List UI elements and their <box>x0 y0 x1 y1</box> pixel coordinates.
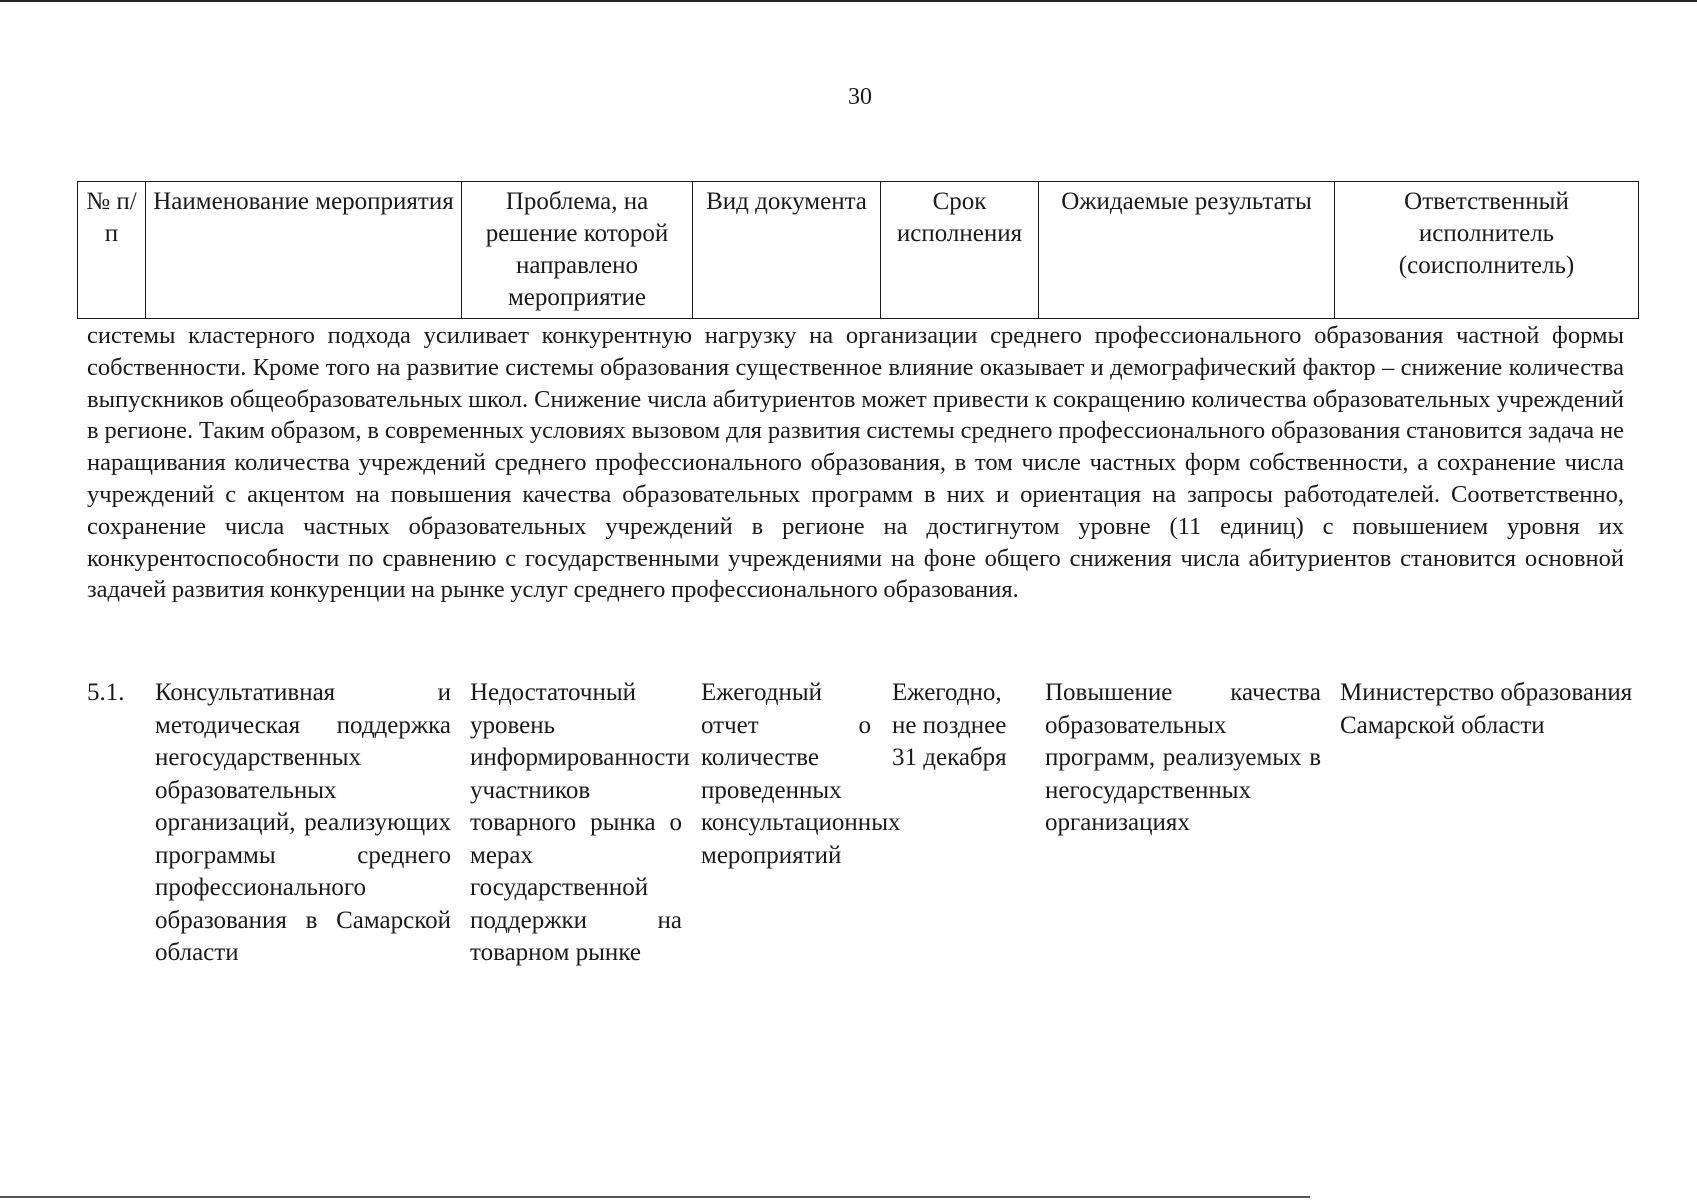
scan-edge-bottom <box>0 1196 1310 1198</box>
body-paragraph: системы кластерного подхода усиливает конкурентную нагрузку на организации среднего профессионального образования частной формы собственности. Кроме того на развитие системы образования существенное влияние оказывает и демографический фактор – снижение количества выпускников общеобразовательных школ. Снижение числа абитуриентов может привести к сокращению количества образовательных учреждений в регионе. Таким образом, в современных условиях вызовом для развития системы среднего профессионального образования становится задача не наращивания количества учреждений среднего профессионального образования, в том числе частных форм собственности, а сохранение числа учреждений с акцентом на повышения качества образовательных программ в них и ориентация на запросы работодателей. Соответственно, сохранение числа частных образовательных учреждений в регионе на достигнутом уровне (11 единиц) с повышением уровня их конкурентоспособности по сравнению с государственными учреждениями на фоне общего снижения числа абитуриентов становится основной задачей развития конкуренции на рынке услуг среднего профессионального образования. <box>87 322 1624 604</box>
row-event-name: Консультативная и методическая поддержка негосударственных образовательных организаций, реализующих программы среднего профессионального образования в Самарской области <box>155 679 451 966</box>
header-cell-problem: Проблема, на решение которой направлено мероприятие <box>462 182 693 319</box>
header-cell-doc-type: Вид документа <box>693 182 881 319</box>
header-cell-number: № п/п <box>78 182 146 319</box>
scan-edge-top <box>0 0 1697 2</box>
row-term: Ежегодно, не позднее 31 декабря <box>892 679 1007 771</box>
row-problem: Недостаточный уровень информированности участников товарного рынка о мерах государственной поддержки на товарном рынке <box>470 679 690 966</box>
table-header-row <box>78 182 1639 319</box>
page-number: 30 <box>848 84 872 110</box>
header-cell-term: Срок исполнения <box>881 182 1039 319</box>
row-doc-type: Ежегодный отчет о количестве проведенных консультационных мероприятий <box>701 679 901 869</box>
table-header <box>77 181 1639 319</box>
header-cell-results: Ожидаемые результаты <box>1039 182 1335 319</box>
header-cell-name: Наименование мероприятия <box>146 182 462 319</box>
row-results: Повышение качества образовательных программ, реализуемых в негосударственных организациях <box>1045 679 1321 836</box>
row-number: 5.1. <box>87 679 125 706</box>
header-cell-responsible: Ответственный исполнитель (соисполнитель) <box>1335 182 1639 319</box>
row-responsible: Министерство образования Самарской области <box>1340 679 1633 739</box>
